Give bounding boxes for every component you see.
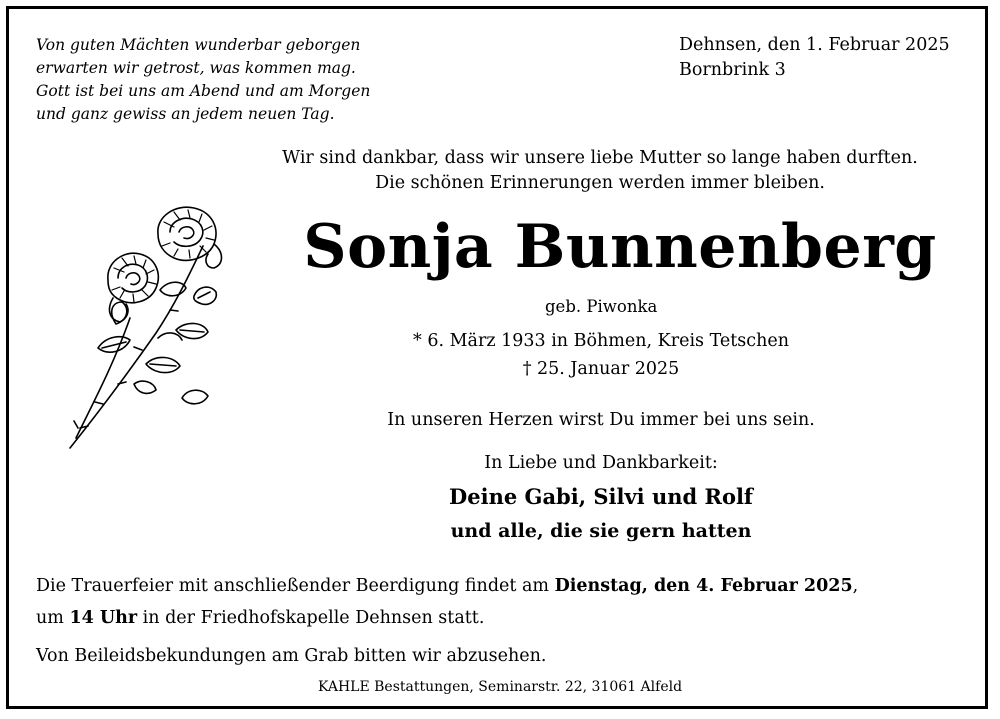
funeral-line-1 <box>36 572 858 600</box>
condolence-note: Von Beileidsbekundungen am Grab bitten wir abzusehen. <box>36 646 547 666</box>
funeral-line-2 <box>36 604 484 632</box>
place-date: Dehnsen, den 1. Februar 2025 <box>679 35 950 55</box>
family-extra: und alle, die sie gern hatten <box>450 520 752 542</box>
funeral-text: in der Friedhofskapelle Dehnsen statt. <box>137 608 485 628</box>
funeral-text: um <box>36 608 70 628</box>
poem-line: Von guten Mächten wunderbar geborgen <box>36 36 361 54</box>
maiden-name: geb. Piwonka <box>545 297 658 316</box>
death-line: † 25. Januar 2025 <box>522 359 680 379</box>
funeral-home: KAHLE Bestattungen, Seminarstr. 22, 31061 Alfeld <box>317 679 683 695</box>
rose-icon <box>58 198 238 460</box>
family-signature: Deine Gabi, Silvi und Rolf <box>449 484 753 509</box>
place-block <box>679 33 950 83</box>
heart-line: In unseren Herzen wirst Du immer bei uns sein. <box>387 410 815 430</box>
funeral-text: , <box>852 576 859 596</box>
poem <box>36 34 370 126</box>
love-line: In Liebe und Dankbarkeit: <box>484 453 718 473</box>
funeral-date: Dienstag, den 4. Februar 2025 <box>554 576 853 596</box>
intro-line: Wir sind dankbar, dass wir unsere liebe Mutter so lange haben durften. <box>282 148 918 168</box>
poem-line: erwarten wir getrost, was kommen mag. <box>36 59 356 77</box>
address: Bornbrink 3 <box>679 60 786 80</box>
poem-line: und ganz gewiss an jedem neuen Tag. <box>36 105 335 123</box>
funeral-time: 14 Uhr <box>69 608 138 628</box>
poem-line: Gott ist bei uns am Abend und am Morgen <box>36 82 371 100</box>
intro-line: Die schönen Erinnerungen werden immer bleiben. <box>375 173 825 193</box>
deceased-name: Sonja Bunnenberg <box>303 212 937 282</box>
birth-line: * 6. März 1933 in Böhmen, Kreis Tetschen <box>413 331 789 351</box>
funeral-text: Die Trauerfeier mit anschließender Beerdigung findet am <box>36 576 555 596</box>
intro-text <box>255 146 945 196</box>
